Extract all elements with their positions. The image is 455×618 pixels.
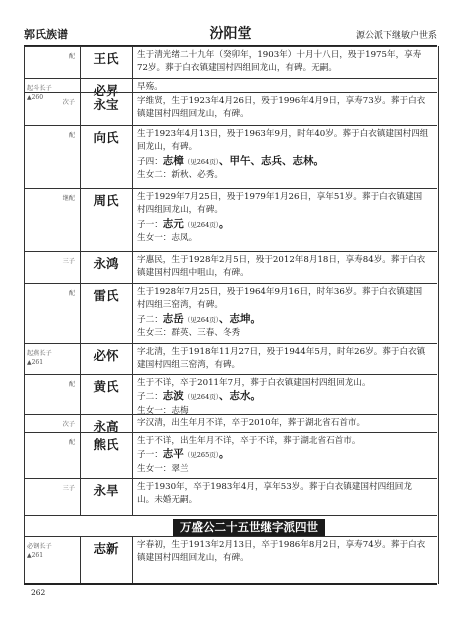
son-name: 志岳 <box>162 312 184 325</box>
name-cell <box>80 252 133 283</box>
relation-label: 配 <box>68 290 75 297</box>
relation-cell <box>24 47 81 78</box>
daughters-line: 生女一：志凤。 <box>137 232 198 243</box>
other-sons: 、甲午、志兵、志林。 <box>218 154 324 167</box>
relation-label: 起斗长子 <box>27 85 52 92</box>
daughters-line: 生女二：新秋、必秀。 <box>137 169 223 180</box>
other-sons: 。 <box>218 217 230 230</box>
header-hall-name: 汾阳堂 <box>209 26 252 42</box>
name-cell <box>80 126 133 188</box>
relation-label: 配 <box>68 439 75 446</box>
table-row <box>24 536 437 583</box>
daughters-line: 生女一：志梅 <box>137 405 189 416</box>
table-row <box>24 78 437 101</box>
name-cell <box>80 344 133 374</box>
biography-text: 字维贤，生于1923年4月26日，殁于1996年4月9日，享寿73岁。葬于白衣镇建国村四组回龙山，有碑。 <box>137 96 426 120</box>
daughters-line: 生女三：群英、三春、冬秀 <box>137 327 241 338</box>
name-cell <box>80 284 133 343</box>
son-page-reference: （见264页） <box>183 315 219 324</box>
biography-text: 生于1930年，卒于1983年4月，享年53岁。葬于白衣镇建国村四组回龙山。未婚无嗣。 <box>137 482 412 506</box>
relation-label: 三子 <box>62 258 75 265</box>
name-cell <box>80 93 133 125</box>
page-reference: ▲261 <box>27 359 44 366</box>
relation-cell <box>24 433 81 478</box>
biography <box>137 49 429 76</box>
generation-banner-row <box>24 515 437 538</box>
other-sons: 、志坤。 <box>218 312 261 325</box>
person-name: 王氏 <box>93 51 119 66</box>
relation-label: 必钢长子 <box>27 543 52 550</box>
biography-text: 字北清，生于1918年11月27日，殁于1944年5月，时年26岁。葬于白衣镇建国村四组三窑湾，有碑。 <box>137 347 426 371</box>
son-page-reference: （见265页） <box>183 451 219 460</box>
table-row <box>24 188 437 251</box>
relation-label: 三子 <box>62 485 75 492</box>
biography-text: 生于1923年4月13日，殁于1963年9月，时年40岁。葬于白衣镇建国村四组回龙山，有碑。 <box>137 129 429 153</box>
name-cell <box>80 189 133 251</box>
son-name: 志波 <box>162 390 184 403</box>
person-name: 永宝 <box>93 97 119 112</box>
sons-line <box>137 313 429 327</box>
son-page-reference: （见264页） <box>183 393 219 402</box>
name-cell <box>80 79 133 98</box>
son-page-reference: （见264页） <box>183 157 219 166</box>
biography-text: 生于1929年7月25日，殁于1979年1月26日，享年51岁。葬于白衣镇建国村四组回龙山，有碑。 <box>137 192 423 216</box>
header-book-title: 郭氏族谱 <box>24 28 68 41</box>
son-name: 志平 <box>162 448 184 461</box>
table-row <box>24 46 437 78</box>
page-reference: ▲260 <box>27 94 44 101</box>
name-cell <box>80 479 133 515</box>
biography-text: 字惠民，生于1928年2月5日，殁于2012年8月18日，享寿84岁。葬于白衣镇建国村四组中咀山，有碑。 <box>137 255 426 279</box>
son-name: 志元 <box>162 217 184 230</box>
person-name: 永鸿 <box>93 256 119 271</box>
biography <box>137 191 429 245</box>
table-row <box>24 374 437 414</box>
table-row <box>24 478 437 515</box>
other-sons: 。 <box>218 448 230 461</box>
generation-banner: 万盛公二十五世继字派四世 <box>173 519 325 536</box>
sons-line <box>137 155 429 169</box>
biography <box>137 128 429 182</box>
relation-cell <box>24 415 81 432</box>
page-number: 262 <box>31 588 46 597</box>
relation-cell <box>24 284 81 343</box>
daughters-line: 生女一：翠兰 <box>137 463 189 474</box>
person-name: 周氏 <box>93 193 119 208</box>
other-sons: 、志水。 <box>218 390 261 403</box>
biography <box>137 377 429 418</box>
name-cell <box>80 375 133 414</box>
biography <box>137 286 429 340</box>
relation-cell <box>24 479 81 515</box>
relation-cell <box>24 79 81 101</box>
relation-cell <box>24 93 81 125</box>
name-cell <box>80 47 133 78</box>
relation-label: 配 <box>68 53 75 60</box>
table-row <box>24 432 437 478</box>
relation-cell <box>24 252 81 283</box>
footer-rule <box>24 583 437 585</box>
name-cell <box>80 433 133 478</box>
relation-label: 次子 <box>62 421 75 428</box>
relation-label: 次子 <box>62 99 75 106</box>
relation-cell <box>24 189 81 251</box>
sons-label: 子一： <box>137 450 163 461</box>
name-cell <box>80 415 133 432</box>
biography <box>137 435 429 476</box>
son-name: 志樟 <box>162 154 184 167</box>
biography-text: 字汉清，出生年月不详，卒于2010年，葬于湖北省石首市。 <box>137 418 366 428</box>
relation-cell <box>24 126 81 188</box>
biography-text: 生于清光绪二十九年（癸卯年，1903年）十月十八日，殁于1975年，享寿72岁。葬于白衣镇建国村四组回龙山，有碑。无嗣。 <box>137 50 422 74</box>
person-name: 永高 <box>93 419 119 434</box>
page-reference: ▲261 <box>27 552 44 559</box>
sons-label: 子四： <box>137 156 163 167</box>
sons-line <box>137 218 429 232</box>
son-page-reference: （见264页） <box>183 220 219 229</box>
person-name: 志新 <box>93 541 119 556</box>
sons-line <box>137 448 429 462</box>
person-name: 雷氏 <box>93 288 119 303</box>
header-lineage-title: 源公派下继敏户世系 <box>355 31 437 41</box>
page-header <box>24 22 437 46</box>
person-name: 黄氏 <box>93 379 119 394</box>
person-name: 必昇 <box>93 83 119 98</box>
person-name: 必怀 <box>93 348 119 363</box>
table-row <box>24 92 437 125</box>
name-cell <box>80 537 133 583</box>
table-row <box>24 343 437 374</box>
relation-label: 配 <box>68 381 75 388</box>
person-name: 永旱 <box>93 483 119 498</box>
table-row <box>24 251 437 283</box>
biography-text: 早殇。 <box>137 82 163 92</box>
biography-text: 字春初，生于1913年2月13日，卒于1986年8月2日，享寿74岁。葬于白衣镇建国村四组回龙山，有碑。 <box>137 540 426 564</box>
sons-label: 子二： <box>137 392 163 403</box>
relation-cell <box>24 537 81 583</box>
biography-text: 生于不详，卒于2011年7月，葬于白衣镇建国村四组回龙山。 <box>137 378 371 388</box>
table-row <box>24 283 437 343</box>
person-name: 向氏 <box>93 130 119 145</box>
table-row <box>24 125 437 188</box>
biography <box>137 254 429 281</box>
relation-cell <box>24 375 81 414</box>
biography <box>137 481 429 508</box>
sons-label: 子二： <box>137 314 163 325</box>
relation-label: 起燕长子 <box>27 350 52 357</box>
sons-label: 子一： <box>137 219 163 230</box>
biography <box>137 539 429 566</box>
biography <box>137 417 429 430</box>
table-row <box>24 414 437 432</box>
relation-label: 配 <box>68 132 75 139</box>
relation-cell <box>24 344 81 374</box>
biography <box>137 346 429 373</box>
biography-text: 生于不详，出生年月不详，卒于不详，葬于湖北省石首市。 <box>137 436 361 446</box>
biography <box>137 95 429 122</box>
relation-label: 继配 <box>62 195 75 202</box>
person-name: 熊氏 <box>93 437 119 452</box>
biography-text: 生于1928年7月25日，殁于1964年9月16日，时年36岁。葬于白衣镇建国村四组三窑湾，有碑。 <box>137 287 423 311</box>
sons-line <box>137 390 429 404</box>
